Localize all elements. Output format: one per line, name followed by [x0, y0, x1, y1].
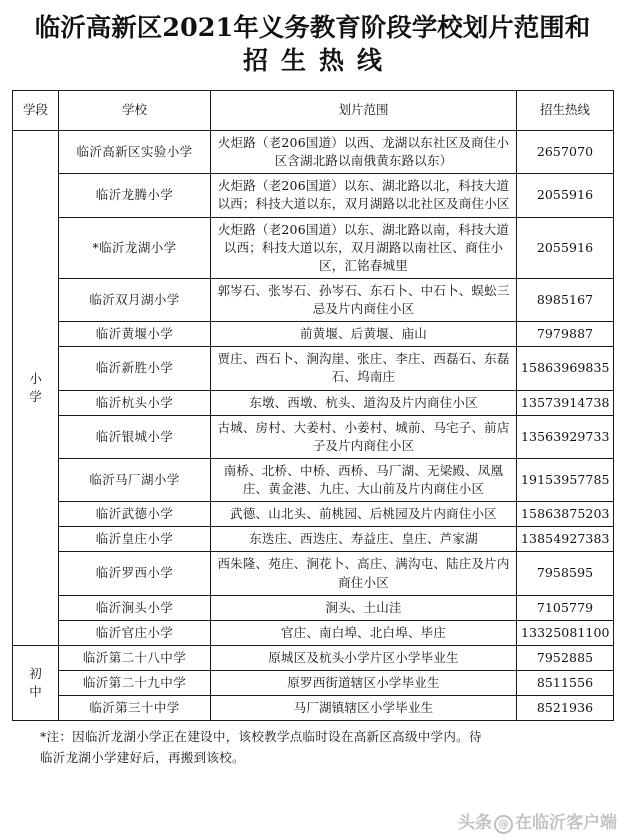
table-row [13, 671, 614, 696]
footnote-line-2: 临沂龙湖小学建好后，再搬到该校。 [40, 749, 245, 765]
table-container [0, 90, 625, 721]
hotline-cell: 13573914738 [517, 390, 614, 415]
school-name-cell: 临沂官庄小学 [59, 620, 211, 645]
hotline-cell: 13854927383 [517, 527, 614, 552]
stage-cell [13, 131, 59, 646]
hotline-cell: 2657070 [517, 131, 614, 174]
table-row [13, 620, 614, 645]
school-name-cell: 临沂银城小学 [59, 415, 211, 458]
district-range-cell: 郭岑石、张岑石、孙岑石、东石卜、中石卜、蜈蚣三忌及片内商住小区 [211, 278, 517, 321]
hotline-cell: 8521936 [517, 696, 614, 721]
school-name-cell: 临沂第二十八中学 [59, 645, 211, 670]
table-row [13, 322, 614, 347]
school-name-cell: 临沂第三十中学 [59, 696, 211, 721]
district-range-cell: 武德、山北头、前桃园、后桃园及片内商住小区 [211, 502, 517, 527]
school-name-cell: 临沂马厂湖小学 [59, 458, 211, 501]
school-name-cell: 临沂龙腾小学 [59, 174, 211, 217]
table-row [13, 595, 614, 620]
district-range-cell: 涧头、土山洼 [211, 595, 517, 620]
district-range-cell: 火炬路（老206国道）以西、龙湖以东社区及商住小区含湖北路以南俄黄东路以东） [211, 131, 517, 174]
hotline-cell: 7958595 [517, 552, 614, 595]
table-row [13, 458, 614, 501]
document-title [0, 0, 625, 82]
district-range-cell: 官庄、南白埠、北白埠、毕庄 [211, 620, 517, 645]
school-name-cell: 临沂罗西小学 [59, 552, 211, 595]
district-range-cell: 火炬路（老206国道）以东、湖北路以北，科技大道以西；科技大道以东，双月湖路以北社区及商住小区 [211, 174, 517, 217]
school-name-cell: 临沂杭头小学 [59, 390, 211, 415]
hotline-cell: 13325081100 [517, 620, 614, 645]
district-range-cell: 古城、房村、大姜村、小姜村、城前、马宅子、前店子及片内商住小区 [211, 415, 517, 458]
district-range-cell: 贾庄、西石卜、涧沟崖、张庄、李庄、西磊石、东磊石、坞南庄 [211, 347, 517, 390]
header-school: 学校 [59, 91, 211, 131]
footnote-line-1: *注：因临沂龙湖小学正在建设中，该校教学点临时设在高新区高级中学内。待 [40, 729, 482, 745]
school-name-cell: 临沂第二十九中学 [59, 671, 211, 696]
hotline-cell: 7979887 [517, 322, 614, 347]
district-range-cell: 火炬路（老206国道）以东、湖北路以南，科技大道以西；科技大道以东，双月湖路以南社区、商住小区，汇铭春城里 [211, 217, 517, 278]
district-range-cell: 原城区及杭头小学片区小学毕业生 [211, 645, 517, 670]
table-row [13, 552, 614, 595]
table-row [13, 347, 614, 390]
district-range-cell: 原罗西街道辖区小学毕业生 [211, 671, 517, 696]
district-range-cell: 南桥、北桥、中桥、西桥、马厂湖、无梁殿、凤凰庄、黄金港、九庄、大山前及片内商住小区 [211, 458, 517, 501]
table-row [13, 390, 614, 415]
school-name-cell: 临沂黄堰小学 [59, 322, 211, 347]
school-name-cell: 临沂高新区实验小学 [59, 131, 211, 174]
table-row [13, 131, 614, 174]
title-line-1: 临沂高新区2021年义务教育阶段学校划片范围和 [34, 13, 591, 42]
hotline-cell: 7105779 [517, 595, 614, 620]
table-row [13, 217, 614, 278]
stage-cell [13, 645, 59, 720]
hotline-cell: 8985167 [517, 278, 614, 321]
hotline-cell: 13563929733 [517, 415, 614, 458]
school-name-cell: 临沂双月湖小学 [59, 278, 211, 321]
watermark-prefix: 头条 [458, 813, 492, 833]
watermark [458, 808, 617, 834]
hotline-cell: 15863875203 [517, 502, 614, 527]
table-row [13, 527, 614, 552]
school-name-cell: 临沂武德小学 [59, 502, 211, 527]
district-range-cell: 前黄堰、后黄堰、庙山 [211, 322, 517, 347]
hotline-cell: 8511556 [517, 671, 614, 696]
header-stage: 学段 [13, 91, 59, 131]
watermark-suffix: 在临沂客户端 [515, 813, 617, 833]
hotline-cell: 15863969835 [517, 347, 614, 390]
district-range-cell: 东墩、西墩、杭头、道沟及片内商住小区 [211, 390, 517, 415]
school-name-cell: *临沂龙湖小学 [59, 217, 211, 278]
title-line-2: 招生热线 [242, 45, 395, 75]
school-name-cell: 临沂新胜小学 [59, 347, 211, 390]
table-row [13, 645, 614, 670]
table-row [13, 502, 614, 527]
hotline-cell: 2055916 [517, 174, 614, 217]
hotline-cell: 19153957785 [517, 458, 614, 501]
school-name-cell: 临沂涧头小学 [59, 595, 211, 620]
table-row [13, 696, 614, 721]
district-range-cell: 东迭庄、西迭庄、寿益庄、皇庄、芦家湖 [211, 527, 517, 552]
table-header [13, 91, 614, 131]
district-range-cell: 西朱隆、苑庄、涧花卜、高庄、满沟屯、陆庄及片内商住小区 [211, 552, 517, 595]
header-row [13, 91, 614, 131]
table-body [13, 131, 614, 721]
hotline-cell: 7952885 [517, 645, 614, 670]
header-phone: 招生热线 [517, 91, 614, 131]
watermark-at-icon: @ [494, 815, 513, 834]
school-name-cell: 临沂皇庄小学 [59, 527, 211, 552]
table-row [13, 415, 614, 458]
stage-label: 初中 [29, 665, 44, 700]
stage-label: 小学 [29, 370, 44, 404]
district-range-cell: 马厂湖镇辖区小学毕业生 [211, 696, 517, 721]
hotline-cell: 2055916 [517, 217, 614, 278]
table-row [13, 174, 614, 217]
header-range: 划片范围 [211, 91, 517, 131]
footnote [0, 721, 625, 768]
school-district-table [12, 90, 614, 721]
table-row [13, 278, 614, 321]
